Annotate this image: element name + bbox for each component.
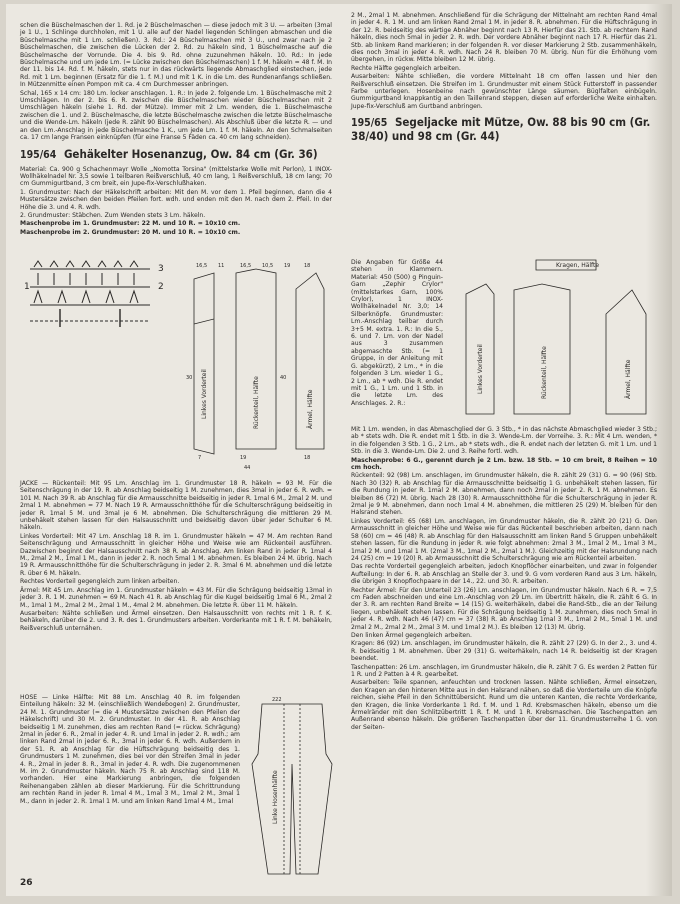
chart-row-1: 1 [24, 282, 30, 292]
sailing-back-text: Rückenteil: 92 (98) Lm. anschlagen, im Grundmuster häkeln, die R. zählt 29 (31) G. = 90 (96) Stb. Nach 30 (32) R. ab Anschlag für die Armausschnitte beidseitig 1 G. unbehäkelt stehen lassen, für die Rundung in jeder R. 1mal 2 M. abnehmen, dann noch 2mal in jeder 2. R. 1 M. abnehmen. Es bleiben 86 (72) M. übrig. Nach 28 (30) R. Armausschnitthöhe für die Schulterschrägung in jeder R. 2mal je 9 M. abnehmen, dann noch 1mal 4 M. abnehmen, die mittleren 25 (29) M. bleiben für den Halsrand stehen. [351, 472, 657, 517]
sailing-left-sleeve-text: Den linken Ärmel gegengleich arbeiten. [351, 631, 472, 639]
trouser-label: Linke Hosenhälfte [272, 770, 279, 824]
right-half-text: Rechte Hälfte gegengleich arbeiten. [351, 64, 461, 72]
jacket-dimension-label: 16,5 [240, 263, 252, 269]
jacket-dimension-label: 44 [244, 465, 251, 471]
page-number: 26 [20, 878, 33, 888]
magazine-page [6, 4, 672, 896]
sailing-left-front-text: Linkes Vorderteil: 65 (68) Lm. anschlagen, im Grundmuster häkeln, die R. zählt 20 (21) G. Den Armausschnitt in gleicher Höhe und Weise wie für das Rückenteil beschrieben arbeiten, dann nach 58 (60) cm = 46 (48) R. ab Anschlag für den Halsausschnitt am linken Rand 5 Gruppen unbehäkelt stehen lassen, für die Rundung in jeder R. wie folgt abnehmen: 2mal 3 M., 1mal 2 M., 1mal 3 M., 1mal 2 M. und 1mal 1 M. (2mal 3 M., 1mal 2 M., 2mal 1 M.). Gleichzeitig mit der Halsrundung nach 24 (25) cm = 19 (20) R. ab Armausschnitt die Schulterschrägung wie am Rückenteil arbeiten. [351, 517, 657, 562]
jacket-sleeve-label: Ärmel, Hälfte [307, 389, 314, 429]
pattern-title-text: Segeljacke mit Mütze, Ow. 88 bis 90 cm (Gr. 38/40) und 98 cm (Gr. 44) [351, 115, 651, 144]
sailing-back-label: Rückenteil, Hälfte [541, 346, 548, 399]
right-column [351, 12, 657, 147]
scarf-instructions: Schal, 165 x 14 cm: 180 Lm. locker anschlagen. 1. R.: In jede 2. folgende Lm. 1 Büschelmasche mit 2 Umschlägen. In der 2. bis 6. R. zwischen die Büschelmaschen wieder Büschelmaschen mit 2 Umschlägen häkeln (siehe 1. Rd. der Mütze). Immer mit 2 Lm. wenden, die 1. Büschelmasche zwischen die 1. und 2. Büschelmasche, die letzte Büschelmasche zwischen die letzte Büschelmasche und die Wende-Lm. häkeln (jede R. zählt 90 Büschelmaschen). Als Abschluß über die letzte R. — und an den Lm.-Anschlag in jede Büschelmasche 1 K., um jede Lm. 1 f. M. häkeln. An den Schmalseiten ca. 17 cm lange Fransen einknüpfen (für eine Franse 5 Fäden ca. 40 cm lang schneiden). [20, 89, 332, 142]
material-text: Material: Ca. 900 g Schachenmayr Wolle „Nomotta Torsina" (mittelstarke Wolle mit Perlon), 1 INOX-Wollhäkelnadel Nr. 3,5 sowie 1 teilbaren Reißverschluß, 40 cm lang, 1 Reißverschluß, 18 cm lang; 70 cm Gummigurtband, 3 cm breit, ein Jupe-fix-Verschlußhaken. [20, 165, 332, 188]
pattern-title-195-65 [351, 116, 657, 143]
stitch-pattern-2: 2. Grundmuster: Stäbchen. Zum Wenden stets 3 Lm. häkeln. [20, 211, 206, 219]
sailing-collar-label: Kragen, Hälfte [556, 262, 600, 269]
trouser-continuation: 2 M., 2mal 1 M. abnehmen. Anschließend für die Schrägung der Mittelnaht am rechten Rand 4mal in jeder 4. R. 1 M. und am linken Rand 2mal 1 M. in jeder 8. R. abnehmen. Für die Hüftschrägung in der 12. R. beidseitig des wärtige Abnäher beginnt nach 13 R. Hierfür das 21. Stb. ab rechtem Rand häkeln, dies noch 5mal in jeder 2. R. wdh. Der vordere Abnäher beginnt nach 17 R. Hierfür das 21. Stb. ab linkem Rand markieren; in der folgenden R. vor dieser Markierung 2 Stb. zusammenhäkeln, dies noch 3mal in jeder 4. R. wdh. Nach 24 R. bleiben 70 M. übrig. Nun für die Erhöhung vom übergehen, in rückw. Mitte bleiben 12 M. übrig. [351, 12, 657, 64]
gauge-2: Maschenprobe im 2. Grundmuster: 20 M. und 10 R. = 10x10 cm. [20, 228, 241, 236]
jacket-back-label: Rückenteil, Hälfte [253, 376, 260, 429]
trouser-dim: 222 [272, 697, 282, 703]
sailing-sleeve-label: Ärmel, Hälfte [625, 359, 632, 399]
sailing-collar-text: Kragen: 86 (92) Lm. anschlagen, im Grundmuster häkeln, die R. zählt 27 (29) G. In der 2., 3. und 4. R. beidseitig 1 M. abnehmen. Über 29 (31) G. weiterhäkeln, nach 14 R. beidseitig ist der Kragen beendet. [351, 640, 657, 663]
sailing-left-front-label: Linkes Vorderteil [477, 344, 484, 394]
pattern-title-195-64 [20, 148, 332, 162]
chart-row-3: 3 [158, 264, 164, 274]
crochet-chart [20, 259, 180, 331]
jacket-dimension-label: 18 [304, 455, 311, 461]
chart-row-2: 2 [158, 282, 164, 292]
jacket-dimension-label: 19 [240, 455, 247, 461]
gauge-1: Maschenprobe im 1. Grundmuster: 22 M. und 10 R. = 10x10 cm. [20, 220, 241, 228]
sailing-pocket-text: Taschenpatten: 26 Lm. anschlagen, im Grundmuster häkeln, die R. zählt 7 G. Es werden 2 Patten für 1 R. und 2 Patten à 4 R. gearbeitet. [351, 663, 657, 678]
left-column [20, 22, 332, 237]
sailing-right-front-text: Das rechte Vorderteil gegengleich arbeiten, jedoch Knopflöcher einarbeiten, und zwar in folgender Aufteilung: In der 6. R. ab Anschlag an Stelle der 3. und 9. G vom vorderen Rand aus 3 Lm. häkeln, die übrigen 3 Knopflochpaare in der 14., 22. und 30. R. arbeiten. [351, 563, 657, 586]
jacket-finishing-text: Ausarbeiten: Nähte schließen und Ärmel einsetzen. Den Halsausschnitt von rechts mit 1 R. f. K. behäkeln, darüber die 2. und 3. R. des 1. Grundmusters arbeiten. Vorderkante mit 1 R. f. M. behäkeln, Reißverschluß unternähen. [20, 609, 332, 632]
jacket-left-front-text: Linkes Vorderteil: Mit 47 Lm. Anschlag 18 R. im 1. Grundmuster häkeln = 47 M. Am rechten Rand Seitenschrägung und Armausschnitt in gleicher Höhe und Weise wie am Rückenteil ausführen. Dazwischen beginnt der Halsausschnitt nach 38 R. ab Anschlag. Am linken Rand in jeder R. 1mal 4 M., 2mal 2 M., 1mal 1 M., dann in jeder 2. R. noch 5mal 1 M. abnehmen. Es bleiben 24 M. übrig. Nach 19 R. Armausschnitthöhe für die Schulterschrägung in jeder 2. R. 3mal 6 M. abnehmen und die letzte R. über 6 M. häkeln. [20, 532, 332, 577]
stitch-pattern-1: 1. Grundmuster: Nach der Häkelschrift arbeiten: Mit den M. vor dem 1. Pfeil beginnen, dann die 4 Mustersätze zwischen den beiden Pfeilen fort. wdh. und enden mit den M. nach dem 2. Pfeil. In der Höhe die 3. und 4. R. wdh. [20, 188, 332, 211]
sailing-material-text: Die Angaben für Größe 44 stehen in Klammern. Material: 450 (500) g Pinguin-Garn „Zephir Crylor" (mittelstarkes Garn, 100% Crylor), 1 INOX-Wollhäkelnadel Nr. 3,0; 14 Silberknöpfe. Grundmuster: Lm.-Anschlag teilbar durch 3+5 M. extra. 1. R.: In die 5., 6. und 7. Lm. von der Nadel aus 3 zusammen abgemaschte Stb. (= 1 Gruppe, in der Anleitung mit G. abgekürzt), 2 Lm., * in die folgenden 3 Lm. wieder 1 G., 2 Lm., ab * wdh. Die R. endet mit 1 G., 1 Lm. und 1 Stb. in die letzte Lm. des Anschlages. 2. R.: [351, 259, 443, 407]
jacket-left-front-label: Linkes Vorderteil [201, 369, 208, 419]
cap-pattern-text: schen die Büschelmaschen der 1. Rd. je 2 Büschelmaschen — diese jedoch mit 3 U. — arbeiten (3mal je 1 U., 1 Schlinge durchholen, mit 1 U. alle auf der Nadel liegenden Schlingen abmaschen und die Büschelmasche mit 1 Lm. schließen). 3. Rd.: 24 Büschelmaschen mit 3 U., und zwar nach je 2 Büschelmaschen, die zwischen die Lücken der 2. Rd. zu häkeln sind, 1 Büschelmasche auf die Büschelmasche der Vorrunde. Die 4. bis 9. Rd. ohne zuzunehmen häkeln. 10. Rd.: In jede Büschelmasche und um jede Lm. (= Lücke zwischen den Büschelmaschen) 1 f. M. häkeln = 48 f. M. In der 11. bis 14. Rd. f. M. häkeln, stets nur in das rückwärts liegende Abmaschglied einstechen, jede Rd. mit 1 Lm. beginnen (Ersatz für die 1. f. M.) und mit 1 K. in die Lm. des Rundenanfangs schließen. In Mützenmitte einen Pompon mit ca. 4 cm Durchmesser anbringen. [20, 22, 332, 89]
jacket-dimension-label: 18 [304, 263, 311, 269]
jacket-instructions [20, 480, 332, 633]
sailing-pattern-rows: Mit 1 Lm. wenden, in das Abmaschglied der G. 3 Stb., * in das nächste Abmaschglied wieder 3 Stb.; ab * stets wdh. Die R. endet mit 1 Stb. in die 3. Wende-Lm. der Vorreihe. 3. R.: Mit 4 Lm. wenden, * in die folgenden 3 Stb. 1 G., 2 Lm., ab * stets wdh., die R. endet nach der letzten G. mit 1 Lm. und 1 Stb. in die 3. Wende-Lm. Die 2. und 3. Reihe fortl. wdh. [351, 426, 657, 456]
jacket-back-text: JACKE — Rückenteil: Mit 95 Lm. Anschlag im 1. Grundmuster 18 R. häkeln = 93 M. Für die Seitenschrägung in der 19. R. ab Anschlag beidseitig 1 M. zunehmen, dies 3mal in jeder 6. R. wdh. = 101 M. Nach 39 R. ab Anschlag für die Armausschnitte beidseitig in jeder R. 1mal 6 M., 2mal 2 M. und 2mal 1 M. abnehmen = 77 M. Nach 19 R. Armausschnitthöhe für die Schulterschrägung beidseitig in jeder R. 1mal 5 M. und 3mal je 6 M. abnehmen. Die Schulterschrägung die mittleren 29 M. unbehäkelt stehen lassen für den Halsausschnitt und beidseitig davon über jeder Schulter 6 M. häkeln. [20, 480, 332, 532]
jacket-dimension-label: 19 [284, 263, 291, 269]
pattern-number: 195/64 [20, 148, 57, 161]
jacket-dimension-label: 30 [186, 375, 193, 381]
jacket-dimension-label: 40 [280, 375, 287, 381]
pattern-title-text: Gehäkelter Hosenanzug, Ow. 84 cm (Gr. 36) [63, 146, 318, 161]
sailing-right-sleeve-text: Rechter Ärmel: Für den Unterteil 23 (26) Lm. anschlagen, im Grundmuster häkeln. Nach 6 R. = 7,5 cm Faden abschneiden und eine Lm.-Anschlag von 29 Lm. im Übertritt häkeln, die R. zählt 6 G. In der 3. R. am rechten Rand Breite = 14 (15) G. weiterhäkeln, dabei die Rand-Stb., die an der Teilung liegen, unbehäkelt stehen lassen. Für die Schrägung beidseitig 1 M. zunehmen, dies noch 5mal in jeder 4. R. wdh. Nach 46 (47) cm = 37 (38) R. ab Anschlag 1mal 3 M., 1mal 2 M., 5mal 1 M. und 2mal 2 M., 2mal 2 M., 2mal 3 M. und 1mal 2 M.). Es bleiben 12 (13) M. übrig. [351, 586, 657, 631]
trouser-schematic [242, 694, 340, 884]
trouser-instructions [20, 694, 240, 806]
jacket-sleeve-text: Ärmel: Mit 45 Lm. Anschlag im 1. Grundmuster häkeln = 43 M. Für die Schrägung beidseitig 13mal in jeder 3. R. 1 M. zunehmen = 69 M. Nach 41 R. ab Anschlag für die Kugel beidseitig 1mal 6 M., 2mal 2 M., 1mal 1 M., 2mal 2 M., 2mal 1 M., 4mal 2 M. abnehmen. Die letzte R. über 11 M. häkeln. [20, 586, 332, 609]
sailing-finishing-text: Ausarbeiten: Teile spannen, anfeuchten und trocknen lassen. Nähte schließen, Ärmel einsetzen, den Kragen an den hinteren Mitte aus in den Halsrand nähen, so daß die Vorderteile um die Knöpfe reichen, siehe Pfeil in den Schnittübersicht. Rund um die unteren Kanten, die rechte Vorderkante, den Kragen, die linke Vorderkante 1 Rd. f. M. und 1 Rd. Krebsmaschen häkeln, ebenso um die Ärmelränder mit den Schlitzübertritt 1 R. f. M. und 1 R. Krebsmaschen. Die Taschenpatten am Außenrand ebenso häkeln. Die größeren Taschenpatten über der 11. Grundmusterreihe 1 G. von der Seiten- [351, 679, 657, 731]
jacket-dimension-label: 7 [198, 455, 202, 461]
trouser-finishing-text: Ausarbeiten: Nähte schließen, die vordere Mittelnaht 18 cm offen lassen und hier den Reißverschluß einsetzen. Die Streifen im 1. Grundmuster mit einem Stück Futterstoff in passender Farbe unterlegen. Hosenbeine nach gewünschter Länge säumen. Büglfalten einbügeln. Gummigurtband knappkantig an den Taillenrand steppen, diesen auf erforderliche Weite einhalten. Jupe-fix-Verschluß am Gurtband anbringen. [351, 73, 657, 110]
trouser-text: HOSE — Linke Hälfte: Mit 88 Lm. Anschlag 40 R. im folgenden Einteilung häkeln: 32 M. (einschließlich Wendebogen) 2. Grundmuster, 24 M. 1. Grundmuster (= die 4 Mustersätze zwischen den Pfeilen der Häkelschrift) und 30 M. 2. Grundmuster. In der 41. R. ab Anschlag beidseitig 1 M. zunehmen, dies am rechten Rand (= rückw. Schrägung) 2mal in jeder 6. R., 2mal in jeder 4. R. und 1mal in jeder 2. R. wdh.; am linken Rand 2mal in jeder 6. R., 3mal in jeder 6. R. wdh. Außerdem in der 51. R. ab Anschlag für die Hüftschrägung beidseitig des 1. Grundmusters 1 M. zunehmen, dies bei vor den Streifen 3mal in jeder 4. R., 2mal in jeder 8. R., 3mal in jeder 4. R. wdh. Die zugenommenen M. im 2. Grundmuster häkeln. Nach 75 R. ab Anschlag sind 118 M. vorhanden. Hier eine Markierung anbringen, die folgenden Reihenangaben zählen ab dieser Markierung. Für die Schrittrundung am rechten Rand in jeder R. 1mal 4 M., 1mal 3 M., 1mal 2 M., 3mal 1 M., dann in jeder 2. R. 1mal 1 M. und am linken Rand 1mal 4 M., 1mal [20, 694, 240, 805]
sailing-gauge: Maschenprobe: 6 G., gerennt durch je 2 Lm. bzw. 18 Stb. = 10 cm breit, 8 Reihen = 10 cm hoch. [351, 456, 657, 472]
jacket-schematic [184, 259, 336, 479]
sailing-jacket-schematic [446, 254, 660, 424]
jacket-right-front-text: Rechtes Vorderteil gegengleich zum linken arbeiten. [20, 578, 180, 586]
jacket-dimension-label: 10,5 [262, 263, 274, 269]
pattern-number: 195/65 [351, 117, 388, 130]
sailing-instructions [351, 426, 657, 732]
jacket-dimension-label: 16,5 [196, 263, 208, 269]
jacket-dimension-label: 11 [218, 263, 225, 269]
sailing-material-column [351, 259, 443, 408]
